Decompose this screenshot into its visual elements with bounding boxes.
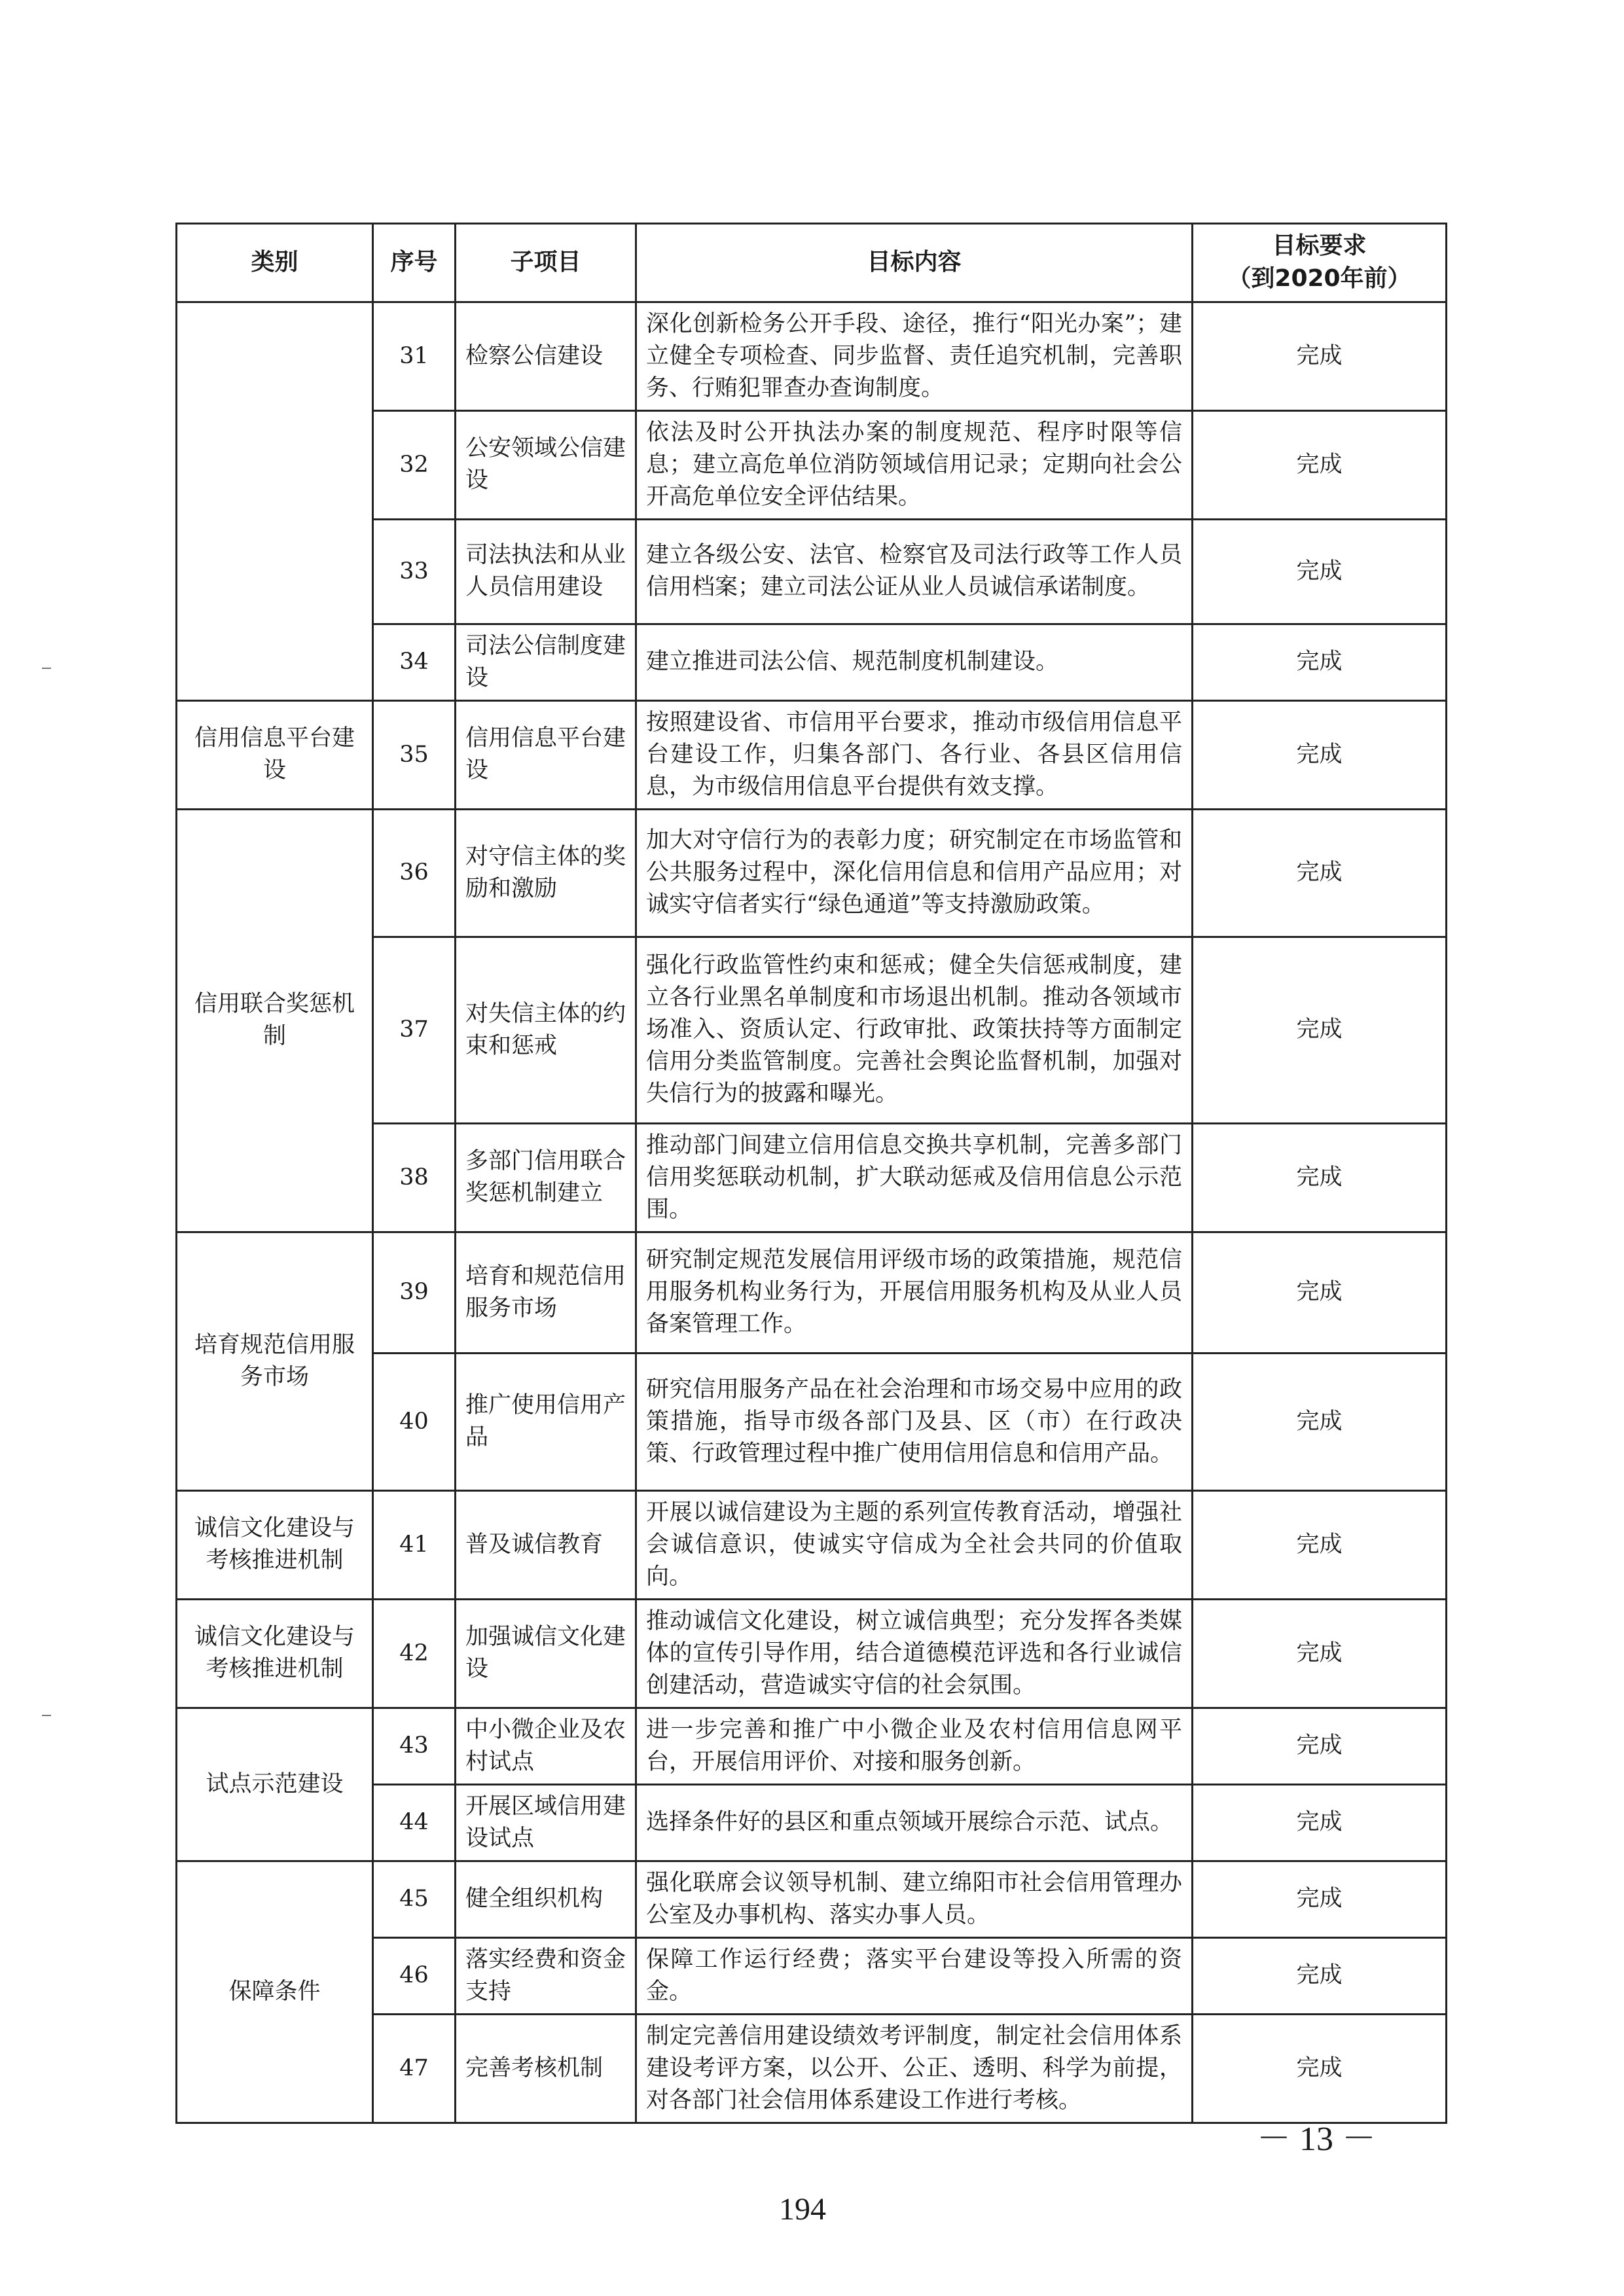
goal-cell: 按照建设省、市信用平台要求，推动市级信用信息平台建设工作，归集各部门、各行业、各县区信用信息，为市级信用信息平台提供有效支撑。 xyxy=(636,700,1193,809)
goal-cell: 依法及时公开执法办案的制度规范、程序时限等信息；建立高危单位消防领域信用记录；定期向社会公开高危单位安全评估结果。 xyxy=(636,410,1193,519)
subitem-cell: 对失信主体的约束和惩戒 xyxy=(456,937,636,1123)
goal-cell: 强化联席会议领导机制、建立绵阳市社会信用管理办公室及办事机构、落实办事人员。 xyxy=(636,1861,1193,1937)
subitem-cell: 检察公信建设 xyxy=(456,302,636,410)
goal-cell: 强化行政监管性约束和惩戒；健全失信惩戒制度，建立各行业黑名单制度和市场退出机制。推动各领域市场准入、资质认定、行政审批、政策扶持等方面制定信用分类监管制度。完善社会舆论监督机制，加强对失信行为的披露和曝光。 xyxy=(636,937,1193,1123)
category-cell xyxy=(177,302,373,700)
row-number: 47 xyxy=(373,2014,456,2123)
requirement-cell: 完成 xyxy=(1193,937,1447,1123)
requirement-cell: 完成 xyxy=(1193,700,1447,809)
goal-cell: 开展以诚信建设为主题的系列宣传教育活动，增强社会诚信意识，使诚实守信成为全社会共同的价值取向。 xyxy=(636,1490,1193,1599)
row-number: 34 xyxy=(373,624,456,700)
header-number: 序号 xyxy=(373,224,456,302)
category-cell: 诚信文化建设与考核推进机制 xyxy=(177,1599,373,1708)
category-cell: 诚信文化建设与考核推进机制 xyxy=(177,1490,373,1599)
row-number: 41 xyxy=(373,1490,456,1599)
subitem-cell: 完善考核机制 xyxy=(456,2014,636,2123)
table-row xyxy=(177,1708,1447,1784)
table-row xyxy=(177,1599,1447,1708)
requirement-cell: 完成 xyxy=(1193,1490,1447,1599)
subitem-cell: 司法执法和从业人员信用建设 xyxy=(456,519,636,624)
goal-cell: 研究信用服务产品在社会治理和市场交易中应用的政策措施，指导市级各部门及县、区（市）在行政决策、行政管理过程中推广使用信用信息和信用产品。 xyxy=(636,1353,1193,1490)
subitem-cell: 加强诚信文化建设 xyxy=(456,1599,636,1708)
subitem-cell: 多部门信用联合奖惩机制建立 xyxy=(456,1123,636,1232)
requirement-cell: 完成 xyxy=(1193,1937,1447,2014)
subitem-cell: 开展区域信用建设试点 xyxy=(456,1784,636,1861)
header-requirement-line2: （到2020年前） xyxy=(1227,265,1411,293)
goal-cell: 建立各级公安、法官、检察官及司法行政等工作人员信用档案；建立司法公证从业人员诚信承诺制度。 xyxy=(636,519,1193,624)
row-number: 31 xyxy=(373,302,456,410)
row-number: 46 xyxy=(373,1937,456,2014)
category-cell: 保障条件 xyxy=(177,1861,373,2123)
goal-cell: 建立推进司法公信、规范制度机制建设。 xyxy=(636,624,1193,700)
row-number: 40 xyxy=(373,1353,456,1490)
table-row xyxy=(177,302,1447,410)
requirement-cell: 完成 xyxy=(1193,1599,1447,1708)
subitem-cell: 推广使用信用产品 xyxy=(456,1353,636,1490)
requirement-cell: 完成 xyxy=(1193,809,1447,937)
table-row xyxy=(177,1861,1447,1937)
category-cell: 培育规范信用服务市场 xyxy=(177,1232,373,1490)
requirement-cell: 完成 xyxy=(1193,410,1447,519)
row-number: 42 xyxy=(373,1599,456,1708)
subitem-cell: 健全组织机构 xyxy=(456,1861,636,1937)
goal-cell: 加大对守信行为的表彰力度；研究制定在市场监管和公共服务过程中，深化信用信息和信用产品应用；对诚实守信者实行“绿色通道”等支持激励政策。 xyxy=(636,809,1193,937)
row-number: 37 xyxy=(373,937,456,1123)
file-page-number: 194 xyxy=(779,2192,826,2227)
subitem-cell: 对守信主体的奖励和激励 xyxy=(456,809,636,937)
row-number: 35 xyxy=(373,700,456,809)
requirement-cell: 完成 xyxy=(1193,1861,1447,1937)
header-requirement-line1: 目标要求 xyxy=(1272,232,1367,259)
category-cell: 试点示范建设 xyxy=(177,1708,373,1861)
requirement-cell: 完成 xyxy=(1193,302,1447,410)
table-row xyxy=(177,700,1447,809)
subitem-cell: 普及诚信教育 xyxy=(456,1490,636,1599)
row-number: 36 xyxy=(373,809,456,937)
table-header-row xyxy=(177,224,1447,302)
subitem-cell: 中小微企业及农村试点 xyxy=(456,1708,636,1784)
row-number: 38 xyxy=(373,1123,456,1232)
requirement-cell: 完成 xyxy=(1193,1708,1447,1784)
row-number: 39 xyxy=(373,1232,456,1353)
requirement-cell: 完成 xyxy=(1193,1123,1447,1232)
row-number: 33 xyxy=(373,519,456,624)
subitem-cell: 信用信息平台建设 xyxy=(456,700,636,809)
requirement-cell: 完成 xyxy=(1193,1784,1447,1861)
requirement-cell: 完成 xyxy=(1193,1353,1447,1490)
requirement-cell: 完成 xyxy=(1193,1232,1447,1353)
category-cell: 信用联合奖惩机制 xyxy=(177,809,373,1232)
goal-cell: 推动部门间建立信用信息交换共享机制，完善多部门信用奖惩联动机制，扩大联动惩戒及信用信息公示范围。 xyxy=(636,1123,1193,1232)
header-requirement xyxy=(1193,224,1447,302)
requirement-cell: 完成 xyxy=(1193,519,1447,624)
subitem-cell: 落实经费和资金支持 xyxy=(456,1937,636,2014)
goal-cell: 推动诚信文化建设，树立诚信典型；充分发挥各类媒体的宣传引导作用，结合道德模范评选和各行业诚信创建活动，营造诚实守信的社会氛围。 xyxy=(636,1599,1193,1708)
table-row xyxy=(177,1232,1447,1353)
requirement-cell: 完成 xyxy=(1193,2014,1447,2123)
row-number: 45 xyxy=(373,1861,456,1937)
subitem-cell: 公安领域公信建设 xyxy=(456,410,636,519)
header-goal: 目标内容 xyxy=(636,224,1193,302)
subitem-cell: 司法公信制度建设 xyxy=(456,624,636,700)
page-number: － 13 － xyxy=(1257,2121,1377,2158)
requirement-cell: 完成 xyxy=(1193,624,1447,700)
subitem-cell: 培育和规范信用服务市场 xyxy=(456,1232,636,1353)
goal-cell: 研究制定规范发展信用评级市场的政策措施，规范信用服务机构业务行为，开展信用服务机构及从业人员备案管理工作。 xyxy=(636,1232,1193,1353)
goal-cell: 保障工作运行经费；落实平台建设等投入所需的资金。 xyxy=(636,1937,1193,2014)
row-number: 32 xyxy=(373,410,456,519)
row-number: 43 xyxy=(373,1708,456,1784)
goal-cell: 进一步完善和推广中小微企业及农村信用信息网平台，开展信用评价、对接和服务创新。 xyxy=(636,1708,1193,1784)
goal-cell: 深化创新检务公开手段、途径，推行“阳光办案”；建立健全专项检查、同步监督、责任追究机制，完善职务、行贿犯罪查办查询制度。 xyxy=(636,302,1193,410)
goal-table xyxy=(175,223,1447,2124)
goal-cell: 选择条件好的县区和重点领域开展综合示范、试点。 xyxy=(636,1784,1193,1861)
row-number: 44 xyxy=(373,1784,456,1861)
table-row xyxy=(177,809,1447,937)
category-cell: 信用信息平台建设 xyxy=(177,700,373,809)
header-subitem: 子项目 xyxy=(456,224,636,302)
table-row xyxy=(177,1490,1447,1599)
goal-cell: 制定完善信用建设绩效考评制度，制定社会信用体系建设考评方案，以公开、公正、透明、科学为前提，对各部门社会信用体系建设工作进行考核。 xyxy=(636,2014,1193,2123)
header-category: 类别 xyxy=(177,224,373,302)
